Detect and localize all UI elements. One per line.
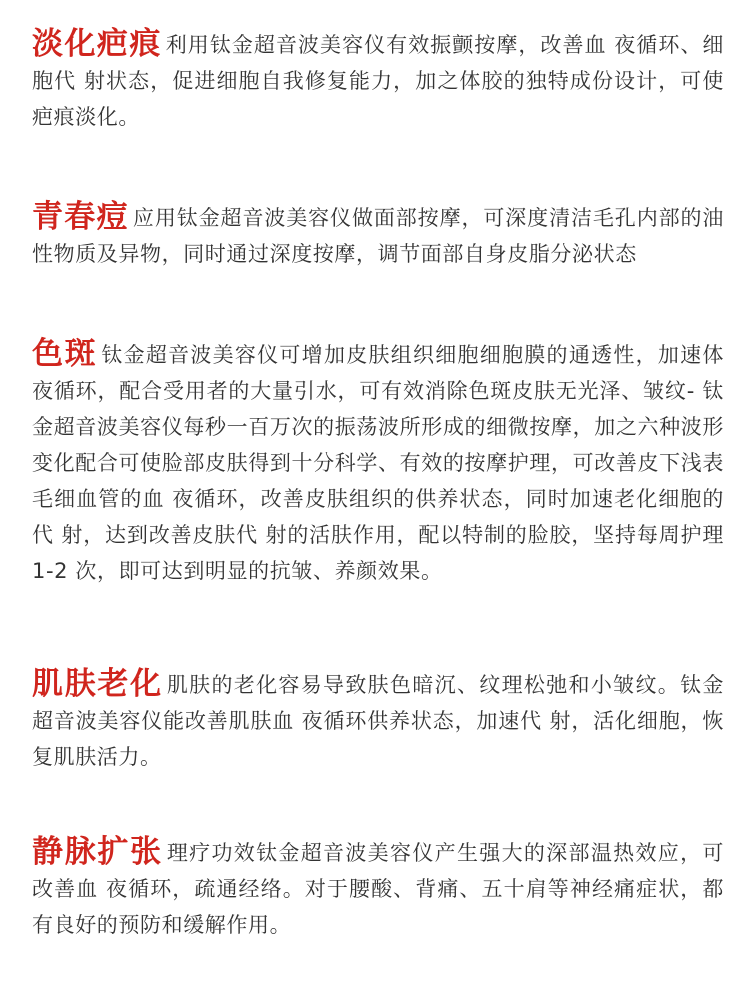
section-paragraph: [32, 834, 724, 943]
section-skin-aging: [32, 666, 724, 775]
section-body: 肌肤的老化容易导致肤色暗沉、纹理松弛和小皱纹。钛金超音波美容仪能改善肌肤血 夜循环供养状态，加速代 射，活化细胞，恢复肌肤活力。: [32, 673, 724, 769]
section-body: 利用钛金超音波美容仪有效振颤按摩，改善血 夜循环、细胞代 射状态，促进细胞自我修复能力，加之体胶的独特成份设计，可使疤痕淡化。: [32, 33, 725, 129]
section-paragraph: [32, 336, 724, 589]
section-heading: 静脉扩张: [32, 834, 163, 870]
section-heading: 青春痘: [32, 199, 129, 235]
section-pigmentation: [32, 336, 724, 589]
section-body: 理疗功效钛金超音波美容仪产生强大的深部温热效应，可改善血 夜循环，疏通经络。对于腰酸、背痛、五十肩等神经痛症状，都有良好的预防和缓解作用。: [32, 841, 724, 937]
section-paragraph: [32, 26, 724, 135]
section-heading: 淡化疤痕: [32, 26, 162, 62]
section-body: 应用钛金超音波美容仪做面部按摩，可深度清洁毛孔内部的油性物质及异物，同时通过深度按摩，调节面部自身皮脂分泌状态: [32, 206, 725, 266]
section-scar-fading: [32, 26, 724, 135]
section-vein-dilation: [32, 834, 724, 943]
section-body: 钛金超音波美容仪可增加皮肤组织细胞细胞膜的通透性，加速体 夜循环，配合受用者的大量引水，可有效消除色斑皮肤无光泽、皱纹- 钛金超音波美容仪每秒一百万次的振荡波所形成的细微按摩，加之六种波形变化配合可使脸部皮肤得到十分科学、有效的按摩护理，可改善皮下浅表毛细血管的血 夜循环，改善皮肤组织的供养状态，同时加速老化细胞的代 射，达到改善皮肤代 射的活肤作用，配以特制的脸胶，坚持每周护理 1-2 次，即可达到明显的抗皱、养颜效果。: [32, 343, 724, 583]
section-acne: [32, 199, 724, 272]
section-paragraph: [32, 199, 724, 272]
section-paragraph: [32, 666, 724, 775]
section-heading: 肌肤老化: [32, 666, 163, 702]
section-heading: 色斑: [32, 336, 98, 372]
